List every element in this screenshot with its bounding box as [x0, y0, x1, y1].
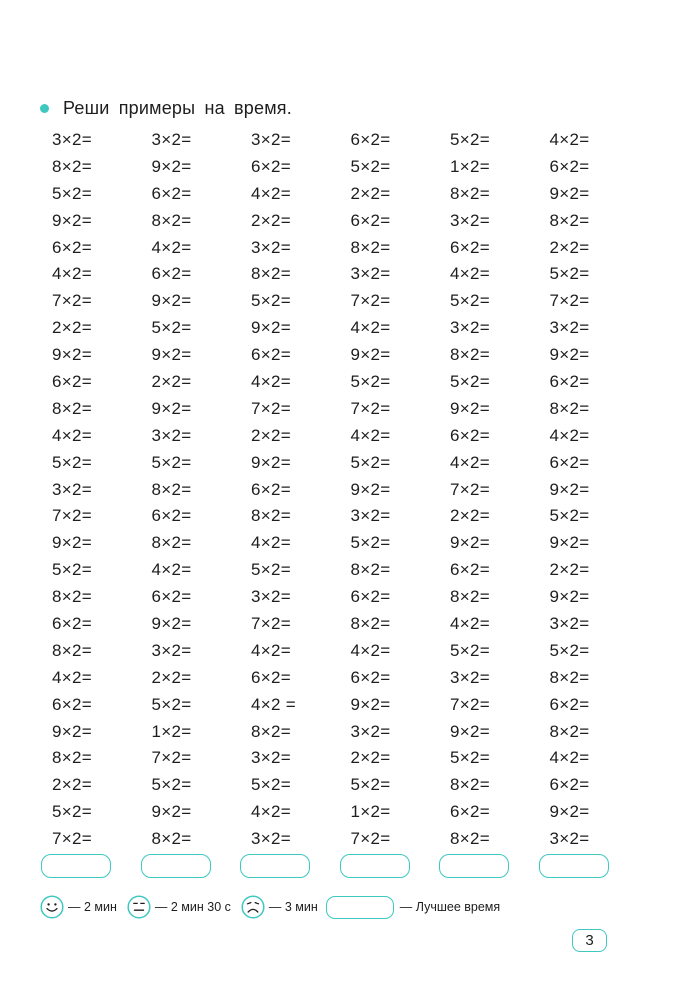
exercise-item: 9×2= [549, 802, 590, 822]
exercise-item: 5×2= [450, 130, 490, 149]
exercise-item: 3×2= [549, 614, 590, 634]
exercise-item: 8×2= [450, 775, 490, 795]
exercise-item: 5×2= [450, 640, 490, 660]
exercise-item: 9×2= [151, 614, 192, 634]
exercise-item: 6×2= [350, 130, 391, 149]
exercise-item: 2×2= [350, 748, 391, 768]
exercise-item: 7×2= [350, 291, 391, 311]
exercise-item: 7×2= [151, 748, 192, 768]
exercise-item: 8×2= [151, 479, 192, 499]
exercise-item: 5×2= [350, 452, 391, 472]
exercise-item: 6×2= [350, 210, 391, 230]
exercise-item: 4×2= [52, 667, 92, 687]
exercise-item: 9×2= [251, 452, 291, 472]
exercise-item: 8×2= [251, 506, 291, 526]
exercise-item: 6×2= [151, 506, 192, 526]
exercise-item: 3×2= [151, 640, 192, 660]
exercise-item: 2×2= [549, 237, 590, 257]
time-box-column-4[interactable] [340, 854, 410, 878]
exercise-column [52, 127, 152, 853]
exercise-item: 3×2= [251, 130, 291, 149]
exercise-item: 1×2= [151, 721, 192, 741]
happy-face-icon [40, 895, 64, 919]
exercise-item: 9×2= [549, 533, 590, 553]
exercise-item: 9×2= [151, 156, 192, 176]
exercise-item: 3×2= [350, 721, 391, 741]
exercise-item: 3×2= [151, 425, 192, 445]
exercise-item: 6×2= [251, 667, 291, 687]
exercise-item: 4×2= [251, 802, 291, 822]
exercise-item: 9×2= [151, 345, 192, 365]
exercise-item: 7×2= [549, 291, 590, 311]
exercise-item: 8×2= [251, 721, 291, 741]
exercise-item: 5×2= [549, 264, 590, 284]
exercise-item: 4×2= [350, 640, 391, 660]
exercise-item: 4×2= [251, 183, 291, 203]
exercise-item: 2×2= [151, 372, 192, 392]
neutral-time-label: — 2 мин 30 с [154, 900, 231, 914]
exercise-item: 9×2= [450, 721, 490, 741]
exercise-item: 6×2= [350, 587, 391, 607]
exercise-item: 6×2= [450, 237, 490, 257]
best-time-label: — Лучшее время [399, 900, 501, 914]
exercise-item: 3×2= [350, 506, 391, 526]
exercise-item: 6×2= [549, 372, 590, 392]
time-box-column-5[interactable] [439, 854, 509, 878]
exercise-item: 3×2= [450, 210, 490, 230]
exercise-item: 7×2= [251, 614, 291, 634]
exercise-item: 9×2= [52, 210, 92, 230]
exercise-item: 6×2= [350, 667, 391, 687]
exercise-item: 6×2= [450, 560, 490, 580]
exercise-item: 8×2= [450, 183, 490, 203]
bullet-icon [40, 104, 49, 113]
exercise-column [251, 127, 351, 853]
exercise-item: 6×2= [549, 452, 590, 472]
instruction [40, 96, 292, 120]
time-legend [40, 893, 500, 921]
exercise-item: 6×2= [151, 264, 192, 284]
exercise-item: 3×2= [251, 587, 291, 607]
exercise-item: 3×2= [549, 318, 590, 338]
sad-face-icon [241, 895, 265, 919]
exercise-item: 6×2= [52, 372, 92, 392]
exercise-item: 4×2 = [251, 694, 296, 714]
exercise-item: 1×2= [350, 802, 391, 822]
exercise-column [550, 127, 650, 853]
exercise-item: 8×2= [549, 210, 590, 230]
exercise-item: 7×2= [450, 479, 490, 499]
exercise-item: 3×2= [251, 829, 291, 849]
exercise-item: 3×2= [52, 130, 92, 149]
exercise-item: 7×2= [52, 829, 92, 849]
exercise-item: 2×2= [251, 210, 291, 230]
exercise-item: 4×2= [549, 748, 590, 768]
exercise-column [351, 127, 451, 853]
exercise-item: 5×2= [251, 560, 291, 580]
exercise-item: 5×2= [151, 694, 192, 714]
exercise-item: 7×2= [52, 506, 92, 526]
exercise-item: 3×2= [350, 264, 391, 284]
exercise-item: 9×2= [350, 694, 391, 714]
exercise-item: 8×2= [350, 614, 391, 634]
exercise-item: 6×2= [251, 345, 291, 365]
exercise-item: 8×2= [52, 640, 92, 660]
exercise-item: 5×2= [52, 560, 92, 580]
exercise-item: 5×2= [549, 640, 590, 660]
time-box-column-6[interactable] [539, 854, 609, 878]
exercise-item: 5×2= [251, 775, 291, 795]
page-number: 3 [585, 932, 594, 949]
exercise-item: 9×2= [549, 183, 590, 203]
exercise-item: 8×2= [549, 398, 590, 418]
exercise-item: 9×2= [450, 533, 490, 553]
exercise-item: 5×2= [151, 318, 192, 338]
exercise-item: 6×2= [450, 425, 490, 445]
exercise-item: 4×2= [251, 533, 291, 553]
exercise-item: 7×2= [251, 398, 291, 418]
time-box-column-1[interactable] [41, 854, 111, 878]
page-number-box [572, 929, 607, 952]
exercise-column [450, 127, 550, 853]
exercise-item: 2×2= [251, 425, 291, 445]
exercise-item: 8×2= [52, 156, 92, 176]
time-box-column-2[interactable] [141, 854, 211, 878]
exercise-item: 5×2= [350, 372, 391, 392]
exercise-item: 3×2= [549, 829, 590, 849]
exercise-item: 6×2= [549, 694, 590, 714]
exercise-item: 9×2= [151, 802, 192, 822]
exercise-item: 4×2= [549, 130, 590, 149]
sad-time-label: — 3 мин [268, 900, 318, 914]
exercise-item: 4×2= [350, 425, 391, 445]
exercise-item: 7×2= [350, 398, 391, 418]
exercise-item: 8×2= [450, 587, 490, 607]
exercise-item: 5×2= [52, 452, 92, 472]
exercise-item: 9×2= [350, 345, 391, 365]
exercise-item: 1×2= [450, 156, 490, 176]
exercise-item: 2×2= [549, 560, 590, 580]
exercise-item: 9×2= [151, 398, 192, 418]
exercise-item: 2×2= [450, 506, 490, 526]
exercise-item: 6×2= [251, 479, 291, 499]
exercise-item: 8×2= [52, 398, 92, 418]
exercise-grid [52, 127, 649, 853]
exercise-item: 4×2= [151, 237, 192, 257]
instruction-text: Реши примеры на время. [63, 97, 292, 118]
exercise-item: 4×2= [251, 372, 291, 392]
exercise-item: 4×2= [450, 452, 490, 472]
exercise-item: 8×2= [450, 829, 490, 849]
exercise-item: 6×2= [549, 775, 590, 795]
exercise-item: 3×2= [151, 130, 192, 149]
exercise-item: 8×2= [151, 210, 192, 230]
exercise-item: 3×2= [450, 318, 490, 338]
exercise-item: 2×2= [350, 183, 391, 203]
best-time-box[interactable] [326, 896, 394, 919]
exercise-item: 9×2= [251, 318, 291, 338]
exercise-item: 9×2= [549, 479, 590, 499]
exercise-item: 6×2= [450, 802, 490, 822]
exercise-item: 4×2= [52, 425, 92, 445]
exercise-item: 7×2= [350, 829, 391, 849]
exercise-item: 8×2= [350, 237, 391, 257]
exercise-item: 4×2= [450, 264, 490, 284]
exercise-item: 4×2= [350, 318, 391, 338]
exercise-item: 5×2= [151, 775, 192, 795]
exercise-item: 6×2= [151, 587, 192, 607]
exercise-item: 4×2= [549, 425, 590, 445]
exercise-item: 6×2= [52, 694, 92, 714]
exercise-item: 9×2= [549, 345, 590, 365]
exercise-item: 8×2= [52, 748, 92, 768]
exercise-item: 8×2= [52, 587, 92, 607]
exercise-item: 6×2= [52, 237, 92, 257]
exercise-item: 9×2= [549, 587, 590, 607]
time-box-column-3[interactable] [240, 854, 310, 878]
exercise-item: 8×2= [350, 560, 391, 580]
exercise-item: 9×2= [52, 533, 92, 553]
exercise-item: 8×2= [151, 533, 192, 553]
exercise-item: 5×2= [450, 372, 490, 392]
exercise-item: 9×2= [450, 398, 490, 418]
exercise-item: 3×2= [251, 237, 291, 257]
exercise-item: 8×2= [549, 721, 590, 741]
exercise-item: 5×2= [350, 533, 391, 553]
exercise-item: 2×2= [52, 775, 92, 795]
exercise-item: 2×2= [52, 318, 92, 338]
exercise-item: 5×2= [350, 775, 391, 795]
exercise-item: 3×2= [251, 748, 291, 768]
exercise-item: 5×2= [151, 452, 192, 472]
exercise-item: 8×2= [251, 264, 291, 284]
exercise-item: 9×2= [151, 291, 192, 311]
exercise-item: 8×2= [450, 345, 490, 365]
exercise-item: 5×2= [549, 506, 590, 526]
exercise-item: 3×2= [450, 667, 490, 687]
neutral-face-icon [127, 895, 151, 919]
exercise-item: 7×2= [450, 694, 490, 714]
exercise-item: 9×2= [52, 345, 92, 365]
exercise-item: 5×2= [350, 156, 391, 176]
exercise-item: 5×2= [52, 802, 92, 822]
exercise-item: 9×2= [350, 479, 391, 499]
exercise-item: 2×2= [151, 667, 192, 687]
exercise-item: 6×2= [151, 183, 192, 203]
exercise-item: 4×2= [52, 264, 92, 284]
exercise-column [152, 127, 252, 853]
exercise-item: 7×2= [52, 291, 92, 311]
happy-time-label: — 2 мин [68, 900, 117, 914]
exercise-item: 9×2= [52, 721, 92, 741]
exercise-item: 5×2= [52, 183, 92, 203]
exercise-item: 3×2= [52, 479, 92, 499]
exercise-item: 5×2= [251, 291, 291, 311]
exercise-item: 4×2= [151, 560, 192, 580]
exercise-item: 6×2= [549, 156, 590, 176]
exercise-item: 5×2= [450, 291, 490, 311]
exercise-item: 4×2= [450, 614, 490, 634]
exercise-item: 6×2= [52, 614, 92, 634]
exercise-item: 8×2= [151, 829, 192, 849]
answer-row [41, 854, 638, 878]
exercise-item: 4×2= [251, 640, 291, 660]
exercise-item: 8×2= [549, 667, 590, 687]
exercise-item: 5×2= [450, 748, 490, 768]
exercise-item: 6×2= [251, 156, 291, 176]
